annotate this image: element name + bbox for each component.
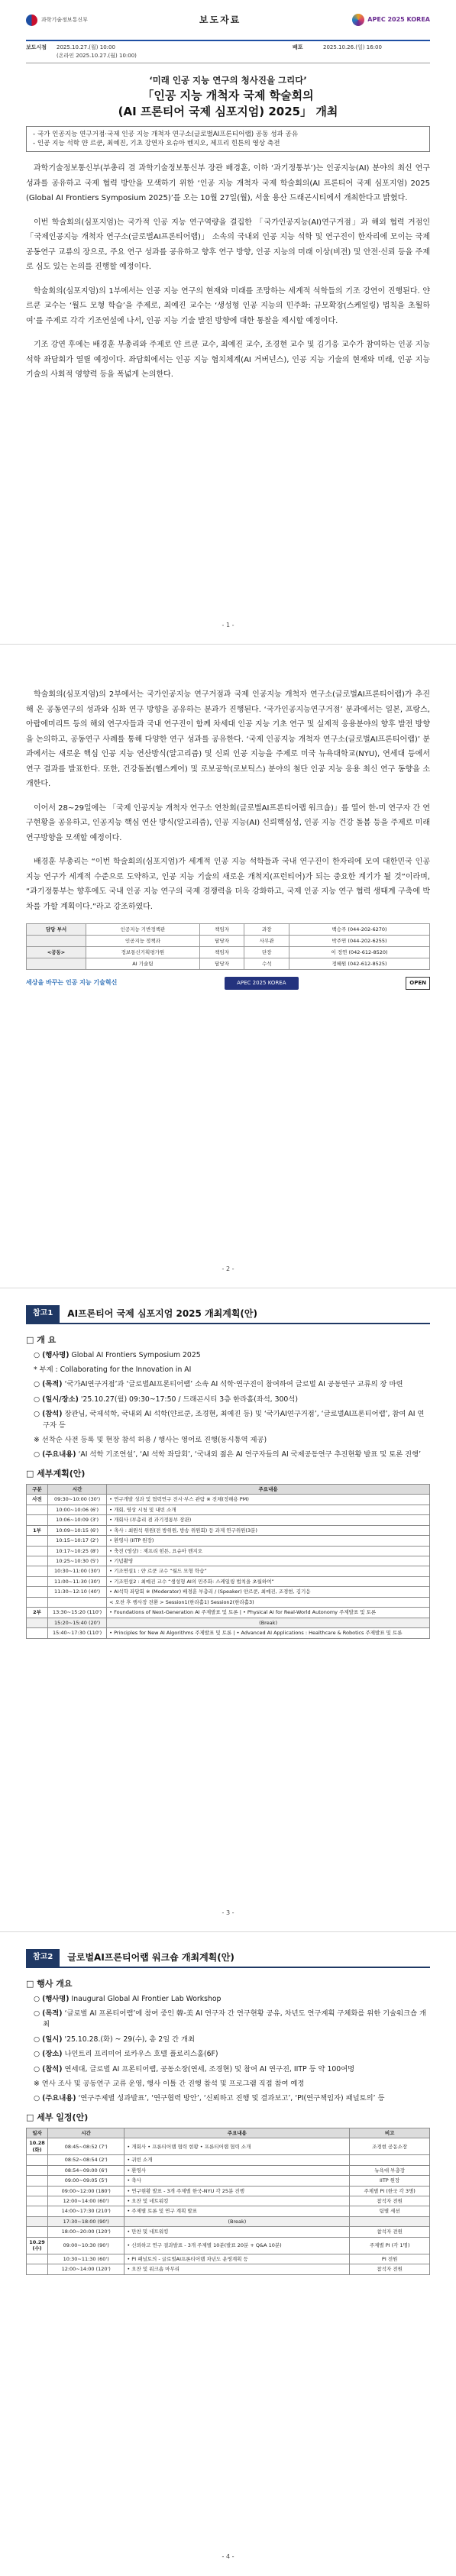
overview-item-value: 장관님, 국제석학, 국내외 AI 석학(얀르쿤, 조경현, 최예진 등) 및 ‘국가AI연구거점’, ‘글로벌AI프론티어랩’, 참여 AI 연구자 등 (43, 1410, 425, 1430)
overview-item (26, 1450, 430, 1460)
schedule-row (27, 1608, 430, 1618)
schedule-cell: 09:00~12:00 (180') (48, 2186, 125, 2196)
schedule-row (27, 1566, 430, 1576)
schedule-cell (27, 2264, 48, 2274)
schedule-cell: • 개회, 영상 시청 및 내빈 소개 (107, 1505, 430, 1514)
contact-cell: AI 기술팀 (86, 958, 200, 970)
schedule-cell (27, 2165, 48, 2175)
contact-cell (27, 936, 86, 947)
contact-cell: <공동> (27, 947, 86, 958)
body-paragraph: 학술회의(심포지엄)의 1부에서는 인공 지능 연구의 현재와 미래를 조망하는 세계적 석학들의 기조 강연이 진행된다. 얀 르쿤 교수는 ‘월드 모형 학습’을 주제로, 최예진 교수는 ‘생성형 인공 지능의 민주화: 규모확장(스케일링) 법칙을 초월하여’를 주제로 각각 기조연설에 나서, 인공 지능 기술 발전 방향에 대한 통찰을 제시할 예정이다. (26, 286, 430, 325)
schedule-cell: 09:30~10:00 (30') (48, 1495, 107, 1505)
section-title: □ 세부 일정(안) (26, 2112, 89, 2122)
overview-item (26, 2035, 430, 2045)
schedule-row (27, 2165, 430, 2175)
schedule-cell: 주제별 PI (한국 각 3명) (350, 2186, 430, 2196)
overview-item-value: ※ 연사 조사 및 공동연구 교류 운영, 행사 이틀 간 진행 참석 및 프로그램 직접 참여 예정 (34, 2080, 305, 2089)
schedule-cell (27, 1587, 48, 1597)
schedule-row (27, 1618, 430, 1627)
schedule-header-cell: 주요내용 (125, 2128, 350, 2138)
distribution-value: 2025.10.26.(일) 16:00 (323, 44, 382, 50)
schedule-cell: < 오찬 후 행사장 전환 > Session1(한라홀1) Session2(한라홀3) (107, 1597, 430, 1607)
schedule-cell: • 기조연설2 : 최예진 교수 “생성형 AI의 민주화: 스케일링 법칙을 초월하여” (107, 1576, 430, 1586)
schedule-header-cell: 시간 (48, 1484, 107, 1494)
press-title: 보도자료 (199, 14, 241, 25)
schedule-cell: 2부 (27, 1608, 48, 1618)
schedule-cell: 10:15~10:17 (2') (48, 1536, 107, 1546)
schedule-cell: (Break) (125, 2216, 350, 2226)
headline-sup: ‘미래 인공 지능 연구의 청사진을 그리다’ (149, 74, 307, 86)
schedule-cell: 12:00~14:00 (120') (48, 2264, 125, 2274)
overview-list (26, 1994, 430, 2105)
contact-row (27, 936, 430, 947)
contact-cell: 담당 부서 (27, 924, 86, 936)
schedule-cell: 10.28 (화) (27, 2138, 48, 2155)
schedule-cell: 15:20~15:40 (20') (48, 1618, 107, 1627)
overview-item-key: (행사명) (42, 1994, 70, 2003)
schedule-cell: • 주제별 토론 및 연구 계획 발표 (125, 2206, 350, 2216)
overview-item (26, 1350, 430, 1361)
schedule-cell: 09:00~09:05 (5') (48, 2176, 125, 2186)
contact-cell: 수석 (244, 958, 289, 970)
body-paragraph: 학술회의(심포지엄)의 2부에서는 국가인공지능 연구거점과 국제 인공지능 개척자 연구소(글로벌AI프론티어랩)가 추진해 온 공동연구의 성과와 심화 연구 방향을 공유하는 분과가 진행된다. ‘국가인공지능연구거점’ 분과에서는 일본, 프랑스, 아랍에미리트 등의 해외 연구자들과 국내 연구진이 함께 차세대 인공 지능 기초 연구 및 실제적 응용분야의 향후 발전 방향을 논의하고, 공동연구 사례를 통해 다양한 연구 성과를 공유한다. ‘국제 인공지능 개척자 연구소(글로벌AI프론티어랩)’ 분과에서는 새로운 핵심 인공 지능 연산방식(알고리즘) 및 신뢰 인공 지능을 주제로 미국 뉴욕대학교(NYU), 연세대 등에서 연구 결과를 발표한다. 또한, 건강돌봄(헬스케어) 및 로보공학(로보틱스) 분야의 첨단 인공 지능 응용 최신 연구 동향을 소개한다. (26, 690, 430, 788)
overview-item-value: ‘AI 석학 기조연설’, ‘AI 석학 좌담회’, ‘국내외 젊은 AI 연구자들의 AI 국제공동연구 추진현황 발표 및 토론 진행’ (78, 1450, 422, 1459)
schedule-cell (27, 1536, 48, 1546)
overview-item (26, 2009, 430, 2031)
schedule-row (27, 2138, 430, 2155)
schedule-cell (27, 2227, 48, 2237)
distribution-label: 배포 (293, 44, 303, 50)
headline (26, 74, 430, 120)
schedule-cell: • 환영사 (IITP 원장) (107, 1536, 430, 1546)
schedule-cell: 참석자 전원 (350, 2196, 430, 2206)
reference-title: AI프론티어 국제 심포지엄 2025 개최계획(안) (60, 1305, 430, 1324)
schedule-cell: 12:00~14:00 (60') (48, 2196, 125, 2206)
overview-item-value: 나인트리 프리미어 로카우스 호텔 플로리스홀(6F) (64, 2050, 218, 2059)
embargo-label: 보도시점 (26, 44, 47, 50)
schedule-cell: • 환영사 (125, 2165, 350, 2175)
bullet-icon: ○ (34, 2064, 43, 2073)
symposium-schedule-table (26, 1484, 430, 1639)
schedule-cell: • 신뢰하고 연구 결과발표 - 3개 주제별 10분(발표 20분 + Q&A 10분) (125, 2237, 350, 2254)
schedule-cell: • 귀빈 소개 (125, 2155, 350, 2165)
contact-cell: 책임자 (199, 947, 244, 958)
footer-logos (26, 975, 430, 991)
contact-row (27, 924, 430, 936)
bullet-icon: ○ (34, 2035, 43, 2044)
schedule-cell (27, 2155, 48, 2165)
schedule-cell (350, 2155, 430, 2165)
reference-tag: 참고1 (26, 1305, 60, 1324)
schedule-cell: 09:00~10:30 (90') (48, 2237, 125, 2254)
schedule-row (27, 2206, 430, 2216)
contact-row (27, 958, 430, 970)
schedule-cell: 08:54~09:00 (6') (48, 2165, 125, 2175)
schedule-row (27, 1556, 430, 1566)
overview-item-key: (주요내용) (42, 1450, 76, 1459)
schedule-row (27, 2227, 430, 2237)
schedule-cell: 10:17~10:25 (8') (48, 1546, 107, 1556)
schedule-header-cell: 구분 (27, 1484, 48, 1494)
contact-cell: 백승주 (044-202-6270) (289, 924, 430, 936)
schedule-cell: 팀별 세션 (350, 2206, 430, 2216)
schedule-cell: • 오찬 및 워크숍 마무리 (125, 2264, 350, 2274)
schedule-cell (27, 2254, 48, 2264)
body-paragraph: 이어서 28~29일에는 「국제 인공지능 개척자 연구소 연찬회(글로벌AI프론티어랩 워크숍)」를 열어 한-미 연구자 간 연구현황을 공유하고, 인공지능 핵심 연산 방식(알고리즘), 인공 지능(AI) 신뢰핵심성, 인공 지능 건강 돌봄 등을 주제로 미래 연구방향을 모색할 예정이다. (26, 803, 430, 842)
schedule-header-cell: 시간 (48, 2128, 125, 2138)
schedule-row (27, 2186, 430, 2196)
overview-item-key: (일시) (42, 2035, 63, 2044)
schedule-header-cell: 비고 (350, 2128, 430, 2138)
schedule-cell: PI 전원 (350, 2254, 430, 2264)
contact-cell: 사무관 (244, 936, 289, 947)
footer-apec-banner: APEC 2025 KOREA (225, 977, 298, 990)
overview-list (26, 1350, 430, 1461)
reference-title: 글로벌AI프론티어랩 워크숍 개최계획(안) (60, 1949, 430, 1968)
embargo-bar (26, 40, 430, 63)
schedule-cell: 사전 (27, 1495, 48, 1505)
ministry-emblem-icon (26, 15, 37, 26)
contact-table (26, 923, 430, 970)
contact-cell: 이 정연 (042-612-8520) (289, 947, 430, 958)
overview-item-value: ※ 선착순 사전 등록 및 현장 참석 허용 / 행사는 영어로 진행(동시통역 제공) (34, 1436, 267, 1445)
contact-cell (27, 958, 86, 970)
overview-item-key: (일시/장소) (42, 1395, 79, 1404)
bullet-icon: ○ (34, 1994, 43, 2003)
overview-item-value: Global AI Frontiers Symposium 2025 (71, 1350, 201, 1359)
schedule-cell: 조경현 공동소장 (350, 2138, 430, 2155)
schedule-cell (27, 2186, 48, 2196)
schedule-cell (27, 1597, 48, 1607)
schedule-cell (48, 1597, 107, 1607)
schedule-cell: • 축사 : 최원석 위원(전 방위원, 방송 위원회) 등 과제 연구위원(3분) (107, 1525, 430, 1535)
schedule-cell (27, 1556, 48, 1566)
schedule-cell: • 만찬 및 네트워킹 (125, 2227, 350, 2237)
overview-item-key: (장소) (42, 2050, 63, 2059)
schedule-cell: • 축사 (125, 2176, 350, 2186)
schedule-cell (27, 1618, 48, 1627)
overview-item (26, 1365, 430, 1375)
footer-open-mark: OPEN (406, 977, 430, 990)
ministry-logo (26, 15, 88, 26)
schedule-cell: 17:30~18:00 (90') (48, 2216, 125, 2226)
schedule-cell (27, 2216, 48, 2226)
schedule-cell: 08:52~08:54 (2') (48, 2155, 125, 2165)
overview-item-key: (주요내용) (42, 2094, 76, 2103)
reference-bar (26, 1305, 430, 1324)
schedule-row (27, 2176, 430, 2186)
schedule-cell: 10:30~11:00 (30') (48, 1566, 107, 1576)
schedule-cell: 10:25~10:30 (5') (48, 1556, 107, 1566)
section-title: □ 개 요 (26, 1334, 57, 1345)
contact-cell: 담당자 (199, 936, 244, 947)
schedule-cell: 10:09~10:15 (6') (48, 1525, 107, 1535)
apec-logo (352, 14, 430, 26)
schedule-cell: 11:30~12:10 (40') (48, 1587, 107, 1597)
overview-item-value: ‘국가AI연구거점’과 ‘글로벌AI프론티어랩’ 소속 AI 석학·연구진이 참여하여 글로벌 AI 공동연구 교류의 장 마련 (64, 1380, 403, 1389)
overview-item (26, 1409, 430, 1431)
overview-item-value: Inaugural Global AI Frontier Lab Workshop (71, 1994, 222, 2003)
schedule-cell (27, 1515, 48, 1525)
bullet-icon: ○ (34, 2050, 43, 2059)
schedule-cell: 뉴욕대 부총장 (350, 2165, 430, 2175)
schedule-cell: 1부 (27, 1525, 48, 1535)
schedule-cell (27, 1505, 48, 1514)
schedule-cell: • 연구개발 성과 및 협력연구 전시·부스 관람 ※ 전체(정해용 PM) (107, 1495, 430, 1505)
press-header (26, 0, 430, 40)
page-number: - 2 - (222, 1265, 234, 1272)
schedule-cell (27, 1546, 48, 1556)
contact-cell: 박주연 (044-202-6255) (289, 936, 430, 947)
schedule-cell: • 개회사 (부총리 겸 과기정통부 장관) (107, 1515, 430, 1525)
overview-item-value: * 부제 : Collaborating for the Innovation in AI (34, 1366, 192, 1375)
overview-item (26, 1395, 430, 1405)
schedule-cell: • AI석학 좌담회 ※ (Moderator) 배경훈 부총리 / (Speaker) 얀르쿤, 최예진, 조경현, 김기응 (107, 1587, 430, 1597)
schedule-row (27, 1525, 430, 1535)
summary-box (26, 126, 430, 153)
ministry-name: 과학기술정보통신부 (41, 16, 88, 23)
overview-item (26, 2049, 430, 2060)
body-paragraph: 이번 학술회의(심포지엄)는 국가적 인공 지능 연구역량을 결집한 「국가인공지능(AI)연구거점」과 해외 협력 거점인 「국제인공지능 개척자 연구소(글로벌AI프론티어랩)」 소속의 국내외 인공 지능 석학 및 연구진이 한자리에 모이는 국제 공동연구 교류의 장으로, 주요 연구 성과를 공유하고 향후 연구 방향, 인공 지능의 미래 이상(비전) 및 안전·신뢰 등을 주제로 심도 있는 논의를 진행할 예정이다. (26, 218, 430, 272)
overview-item-value: '25.10.27(월) 09:30~17:50 / 드래곤시티 3층 한라홀(좌석, 300석) (80, 1395, 298, 1404)
workshop-schedule-table (26, 2128, 430, 2275)
contact-cell: 과장 (244, 924, 289, 936)
section-title: □ 행사 개요 (26, 1978, 73, 1989)
overview-item-value: ‘연구주제별 성과발표’, ‘연구협력 방안’, ‘신뢰하고 진행 및 결과보고’, ‘PI(연구책임자) 패널토의’ 등 (78, 2094, 385, 2103)
headline-main-1: 「인공 지능 개척자 국제 학술회의 (142, 88, 314, 102)
schedule-row (27, 1587, 430, 1597)
bullet-icon: ○ (34, 1410, 43, 1419)
schedule-header-cell: 주요내용 (107, 1484, 430, 1494)
page-number: - 4 - (222, 2552, 234, 2560)
apec-logo-text: APEC 2025 KOREA (367, 15, 430, 23)
schedule-row (27, 2264, 430, 2274)
schedule-header-cell: 일자 (27, 2128, 48, 2138)
contact-cell: 정보통신기획평가원 (86, 947, 200, 958)
bullet-icon: ○ (34, 1380, 43, 1389)
headline-main-2: (AI 프론티어 국제 심포지엄) 2025」 개최 (118, 104, 338, 118)
overview-item-key: (목적) (42, 1380, 63, 1389)
overview-item-value: 연세대, 글로벌 AI 프론티어랩, 공동소장(연세, 조경현) 및 참여 AI 연구진, IITP 등 약 100여명 (64, 2064, 355, 2073)
schedule-cell: • Principles for New AI Algorithms 주제발표 및 토론 | • Advanced AI Applications : Healthcare & Robotics 주제발표 및 토론 (107, 1628, 430, 1638)
summary-line: - 국가 인공지능 연구거점·국제 인공 지능 개척자 연구소(글로벌AI프론티어랩) 공동 성과 공유 (33, 130, 299, 138)
schedule-cell: 참석자 전원 (350, 2264, 430, 2274)
footer-slogan: 세상을 바꾸는 인공 지능 기술혁신 (26, 979, 118, 987)
overview-item (26, 2093, 430, 2104)
schedule-cell: • 개회사 • 프론티어랩 협력 현황 • 프론티어랩 협력 소개 (125, 2138, 350, 2155)
section-title: □ 세부계획(안) (26, 1468, 86, 1479)
contact-row (27, 947, 430, 958)
overview-item-key: (행사명) (42, 1350, 70, 1359)
schedule-cell: 참석자 전원 (350, 2227, 430, 2237)
schedule-row (27, 2216, 430, 2226)
schedule-cell: 11:00~11:30 (30') (48, 1576, 107, 1586)
schedule-cell: 14:00~17:30 (210') (48, 2206, 125, 2216)
overview-item-value: ‘글로벌 AI 프론티어랩’에 참여 중인 韓-美 AI 연구자 간 연구현황 공유, 차년도 연구계획 구체화를 위한 기술워크숍 개최 (43, 2009, 427, 2029)
schedule-cell: • 기조연설1 : 얀 르쿤 교수 “월드 모형 학습” (107, 1566, 430, 1576)
summary-line: - 인공 지능 석학 얀 르쿤, 최예진, 기초 강연자 요슈아 벤지오, 제프리 힌튼의 영상 축전 (33, 139, 280, 147)
schedule-cell (27, 1566, 48, 1576)
page-1 (0, 0, 456, 644)
schedule-row (27, 1495, 430, 1505)
overview-item (26, 1379, 430, 1390)
embargo-times (57, 44, 293, 60)
schedule-row (27, 2196, 430, 2206)
schedule-row (27, 2254, 430, 2264)
page-4 (0, 1931, 456, 2575)
reference-bar (26, 1949, 430, 1968)
schedule-cell: 10:06~10:09 (3') (48, 1515, 107, 1525)
schedule-cell: 10:00~10:06 (6') (48, 1505, 107, 1514)
schedule-cell (27, 2206, 48, 2216)
schedule-row (27, 1546, 430, 1556)
schedule-cell (27, 1576, 48, 1586)
schedule-cell: 13:30~15:20 (110') (48, 1608, 107, 1618)
schedule-row (27, 2237, 430, 2254)
schedule-cell: • Foundations of Next-Generation AI 주제발표 및 토론 | • Physical AI for Real-World Autonomy 주제발표 및 토론 (107, 1608, 430, 1618)
contact-cell: 인공지능 기반정책관 (86, 924, 200, 936)
schedule-cell (27, 2176, 48, 2186)
schedule-cell: • PI 패널토의 - 글로벌AI프론티어랩 차년도 운영계획 등 (125, 2254, 350, 2264)
schedule-cell: • 축전 (영상) : 제프리 힌튼, 요슈아 벤지오 (107, 1546, 430, 1556)
schedule-cell: 18:00~20:00 (120') (48, 2227, 125, 2237)
overview-item-key: (목적) (42, 2009, 63, 2018)
schedule-cell: 주제별 PI (각 1명) (350, 2237, 430, 2254)
schedule-cell: IITP 원장 (350, 2176, 430, 2186)
schedule-cell: 10:30~11:30 (60') (48, 2254, 125, 2264)
reference-tag: 참고2 (26, 1949, 60, 1968)
bullet-icon: ○ (34, 2094, 43, 2103)
bullet-icon: ○ (34, 1450, 43, 1459)
schedule-cell: (Break) (107, 1618, 430, 1627)
schedule-cell: 08:45~08:52 (7') (48, 2138, 125, 2155)
schedule-cell: 15:40~17:30 (110') (48, 1628, 107, 1638)
schedule-cell: • 오찬 및 네트워킹 (125, 2196, 350, 2206)
bullet-icon: ○ (34, 1395, 43, 1404)
contact-cell: 단장 (244, 947, 289, 958)
schedule-cell: 10.29 (수) (27, 2237, 48, 2254)
overview-item-key: (참석) (42, 2064, 63, 2073)
schedule-row (27, 1536, 430, 1546)
schedule-row (27, 1576, 430, 1586)
overview-item (26, 2064, 430, 2075)
overview-item (26, 1994, 430, 2005)
contact-cell: 정혜원 (042-612-8525) (289, 958, 430, 970)
schedule-row (27, 1628, 430, 1638)
contact-cell: 인공지능 정책과 (86, 936, 200, 947)
page-number: - 3 - (222, 1909, 234, 1916)
schedule-cell: • 기념촬영 (107, 1556, 430, 1566)
apec-emblem-icon (352, 14, 364, 26)
page-2 (0, 644, 456, 1288)
schedule-cell (27, 1628, 48, 1638)
page-3 (0, 1288, 456, 1931)
overview-item-key: (참석) (42, 1410, 63, 1419)
overview-item-value: '25.10.28.(화) ~ 29(수), 총 2일 간 개최 (64, 2035, 196, 2044)
schedule-row (27, 2155, 430, 2165)
contact-cell: 책임자 (199, 924, 244, 936)
embargo-value: 2025.10.27.(월) 10:00 (57, 44, 115, 50)
body-paragraph: 과학기술정보통신부(부총리 겸 과학기술정보통신부 장관 배경훈, 이하 ‘과기정통부’)는 인공지능(AI) 분야의 최신 연구 성과를 공유하고 국제 협력 방안을 모색하기 위한 ‘인공 지능 개척자 국제 학술회의(AI 프론티어 국제 심포지엄) 2025 (Global AI Frontiers Symposium 2025)’를 오는 10월 27일(월), 서울 용산 드래곤시티에서 개최한다고 밝혔다. (26, 164, 430, 203)
schedule-row (27, 1597, 430, 1607)
schedule-row (27, 1515, 430, 1525)
bullet-icon: ○ (34, 2009, 43, 2018)
schedule-row (27, 1505, 430, 1514)
schedule-cell (27, 2196, 48, 2206)
schedule-cell: • 연구현황 발표 - 3개 주제별 한국-NYU 각 25분 진행 (125, 2186, 350, 2196)
bullet-icon: ○ (34, 1350, 43, 1359)
overview-item (26, 2079, 430, 2090)
embargo-online: (온라인 2025.10.27.(월) 10:00) (57, 52, 137, 59)
schedule-cell (350, 2216, 430, 2226)
body-paragraph: 배경훈 부총리는 “이번 학술회의(심포지엄)가 세계적 인공 지능 석학들과 국내 연구진이 한자리에 모여 대한민국 인공 지능 연구가 세계적 수준으로 도약하고, 인공 지능 기술의 새로운 개척지(프런티어)가 되는 중요한 계기가 될 것”이라며, “과기정통부는 향후에도 국내 인공 지능 연구의 국제 경쟁력을 더욱 강화하고, 국제 인공 지능 연구 협력 생태계 구축에 박차를 가할 계획이다.”라고 강조하였다. (26, 858, 430, 911)
overview-item (26, 1435, 430, 1446)
body-paragraph: 기조 강연 후에는 배경훈 부총리와 주제로 얀 르쿤 교수, 최예진 교수, 조경현 교수 및 김기응 교수가 참여하는 인공 지능 석학 좌담회가 열릴 예정이다. 좌담회에서는 인공 지능 협치체계(AI 거버넌스), 인공 지능 기술의 현재와 미래, 인공 지능 기술의 사회적 영향력 등을 폭넓게 논의한다. (26, 341, 430, 380)
page-number: - 1 - (222, 621, 234, 629)
contact-cell: 담당자 (199, 958, 244, 970)
